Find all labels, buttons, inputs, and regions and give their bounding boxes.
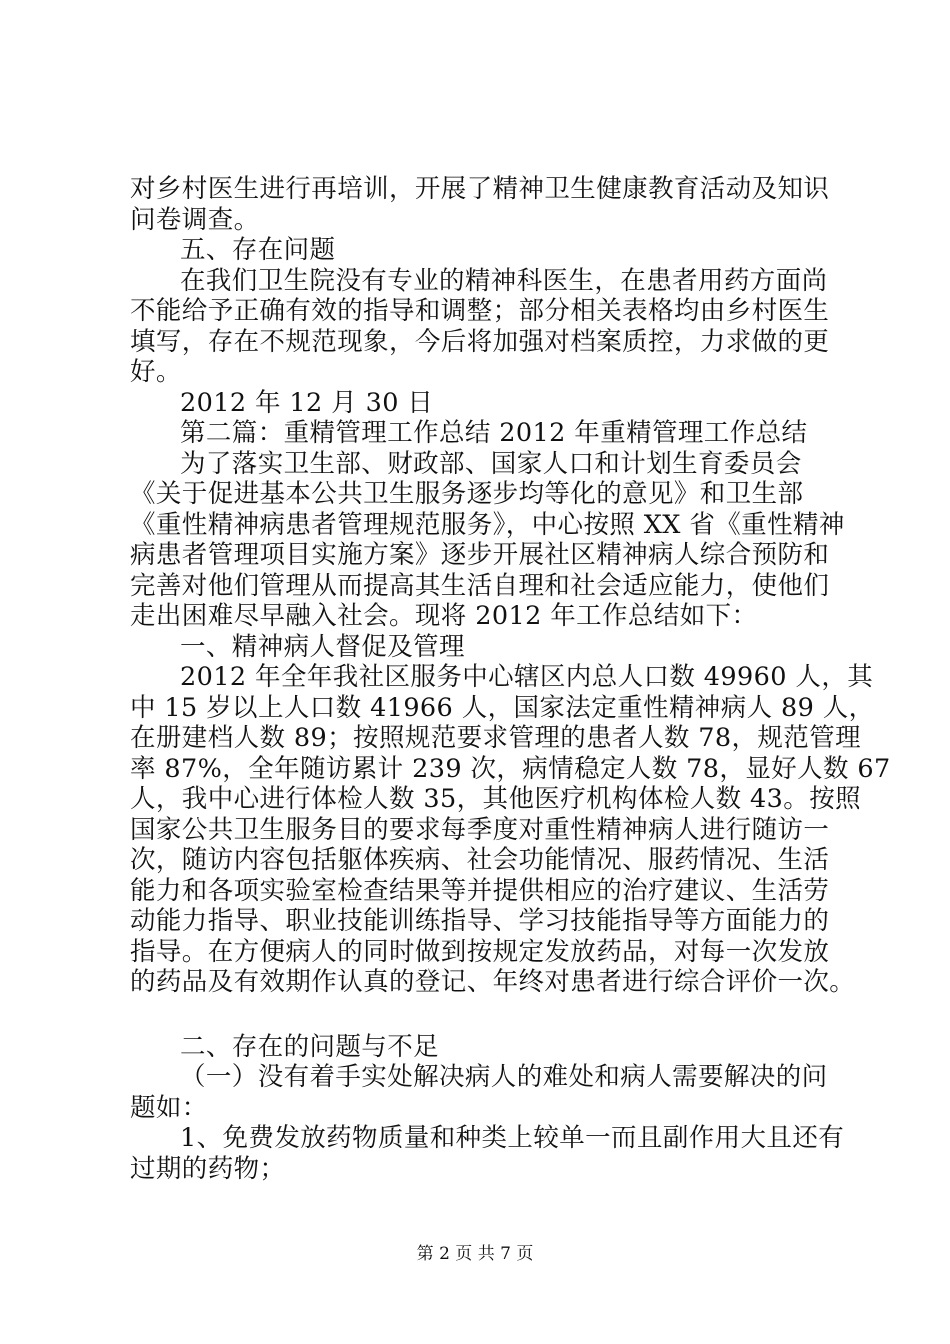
text-line: 能力和各项实验室检查结果等并提供相应的治疗建议、生活劳 xyxy=(130,875,830,906)
text-line: 为了落实卫生部、财政部、国家人口和计划生育委员会 xyxy=(180,448,802,479)
page-footer: 第 2 页 共 7 页 xyxy=(416,1244,534,1264)
date-line: 2012 年 12 月 30 日 xyxy=(180,387,434,418)
text-line: 《关于促进基本公共卫生服务逐步均等化的意见》和卫生部 xyxy=(130,479,804,509)
text-line: 《重性精神病患者管理规范服务》，中心按照 XX 省《重性精神 xyxy=(130,509,845,540)
text-line: 题如： xyxy=(130,1092,208,1123)
chapter-title: 第二篇：重精管理工作总结 2012 年重精管理工作总结 xyxy=(180,418,808,448)
text-line: 对乡村医生进行再培训，开展了精神卫生健康教育活动及知识 xyxy=(130,174,830,204)
section-heading: 一、精神病人督促及管理 xyxy=(180,631,465,662)
text-line: 次，随访内容包括躯体疾病、社会功能情况、服药情况、生活 xyxy=(130,845,830,875)
text-line: 2012 年全年我社区服务中心辖区内总人口数 49960 人，其 xyxy=(180,662,874,692)
text-line: 率 87%，全年随访累计 239 次，病情稳定人数 78，显好人数 67 xyxy=(130,753,891,784)
text-line: 动能力指导、职业技能训练指导、学习技能指导等方面能力的 xyxy=(130,906,830,936)
text-line: 1、免费发放药物质量和种类上较单一而且副作用大且还有 xyxy=(180,1123,845,1153)
document-body xyxy=(130,174,891,1184)
text-line: 国家公共卫生服务目的要求每季度对重性精神病人进行随访一 xyxy=(130,814,830,845)
text-line: 中 15 岁以上人口数 41966 人，国家法定重性精神病人 89 人， xyxy=(130,692,875,723)
text-line: 不能给予正确有效的指导和调整；部分相关表格均由乡村医生 xyxy=(130,296,830,326)
text-line: 过期的药物； xyxy=(130,1153,286,1184)
text-line: （一）没有着手实处解决病人的难处和病人需要解决的问 xyxy=(180,1062,828,1092)
section-heading: 五、存在问题 xyxy=(180,235,336,265)
section-heading: 二、存在的问题与不足 xyxy=(180,1031,440,1062)
text-line: 病患者管理项目实施方案》逐步开展社区精神病人综合预防和 xyxy=(130,540,830,570)
text-line: 完善对他们管理从而提高其生活自理和社会适应能力，使他们 xyxy=(130,570,830,601)
text-line: 走出困难尽早融入社会。现将 2012 年工作总结如下： xyxy=(130,601,758,631)
text-line: 的药品及有效期作认真的登记、年终对患者进行综合评价一次。 xyxy=(130,967,856,997)
text-line: 指导。在方便病人的同时做到按规定发放药品，对每一次发放 xyxy=(130,936,830,967)
text-line: 问卷调查。 xyxy=(130,204,260,235)
text-line: 在我们卫生院没有专业的精神科医生，在患者用药方面尚 xyxy=(180,265,828,296)
text-line: 填写，存在不规范现象，今后将加强对档案质控，力求做的更 xyxy=(130,326,830,357)
text-line: 好。 xyxy=(130,357,182,387)
text-line: 人，我中心进行体检人数 35，其他医疗机构体检人数 43。按照 xyxy=(130,784,862,814)
paragraph-gap xyxy=(130,998,830,1032)
text-line: 在册建档人数 89；按照规范要求管理的患者人数 78，规范管理 xyxy=(130,723,862,753)
